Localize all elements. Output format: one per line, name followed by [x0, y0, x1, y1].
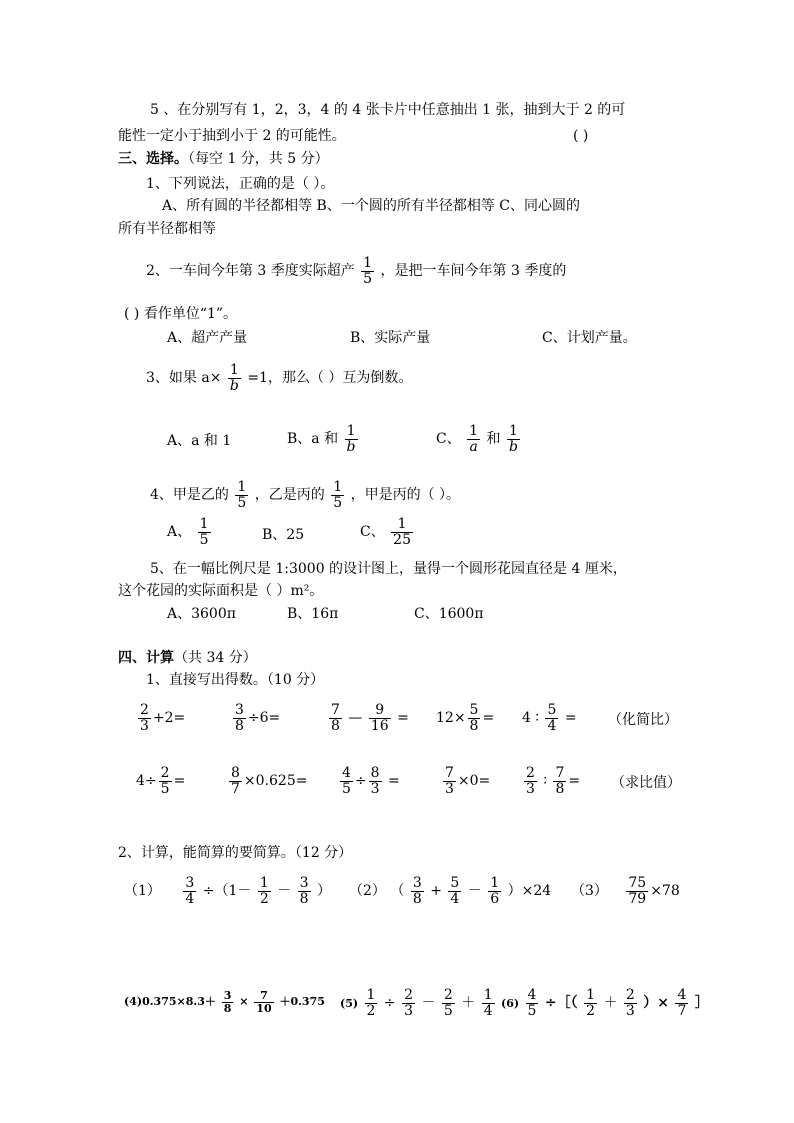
tf-q5-line2: 能性一定小于抽到小于 2 的可能性。	[118, 128, 346, 144]
calc-r2-note: （求比值）	[611, 775, 681, 791]
fraction: $\frac{75}{79}$	[628, 875, 647, 907]
choice-q2-option-b: B、实际产量	[350, 330, 431, 346]
fraction: $\frac{1}{b}$	[346, 423, 356, 455]
fraction: $\frac{5}{4}$	[547, 702, 557, 734]
fraction: $\frac{7}{3}$	[445, 765, 454, 797]
fraction: $\frac{1}{4}$	[483, 987, 493, 1019]
choice-q4-option-b: B、25	[262, 527, 305, 543]
fraction: $\frac{4}{5}$	[527, 987, 537, 1019]
calc-r2-item-e: $\frac{2}{3}$ ∶ $\frac{7}{8}$ =	[526, 765, 581, 797]
fraction: $\frac{1}{5}$	[363, 255, 373, 287]
choice-q3-stem	[146, 363, 412, 393]
fraction: $\frac{1}{b}$	[509, 423, 518, 455]
tf-q5-answer-paren: ( )	[573, 128, 589, 144]
calc-r1-item-a: $\frac{2}{3}$ +2=	[140, 702, 186, 734]
fraction: $\frac{8}{7}$	[231, 765, 240, 797]
section-4-heading	[118, 651, 257, 665]
section-3-heading	[118, 152, 329, 166]
fraction: $\frac{1}{5}$	[199, 516, 209, 548]
choice-q3-option-c: C、 $\frac{1}{a}$ 和 $\frac{1}{b}$	[436, 423, 518, 455]
choice-q3-option-a: A、a 和 1	[167, 433, 232, 449]
fraction: $\frac{1}{6}$	[490, 875, 500, 907]
choice-q5-option-b: B、16π	[287, 606, 339, 622]
fraction: $\frac{8}{3}$	[370, 765, 380, 797]
section-3-note: （每空 1 分，共 5 分）	[188, 151, 329, 167]
calc-r1-item-d: 12× $\frac{5}{8}$ =	[436, 702, 495, 734]
fraction: $\frac{3}{8}$	[223, 989, 232, 1015]
calc2-problem-4: (4)0.375×8.3＋ $\frac{3}{8}$ × $\frac{7}{10}$ ＋0.375	[124, 989, 325, 1015]
choice-q3-stem-a: 3、如果 a×	[146, 370, 222, 387]
choice-q5-option-a: A、3600π	[167, 606, 236, 622]
calc-part1-title: 1、直接写出得数。（10 分）	[146, 672, 325, 688]
fraction: $\frac{9}{16}$	[370, 702, 389, 734]
tf-q5-line1: 5 、在分别写有 1，2，3，4 的 4 张卡片中任意抽出 1 张，抽到大于 2 的可	[150, 102, 626, 118]
fraction: $\frac{2}{3}$	[526, 765, 535, 797]
choice-q3-option-b: B、a 和 $\frac{1}{b}$	[287, 423, 356, 455]
fraction: $\frac{7}{10}$	[256, 989, 272, 1015]
fraction: $\frac{1}{a}$	[469, 423, 479, 455]
calc-r1-item-c: $\frac{7}{8}$ — $\frac{9}{16}$ =	[331, 702, 409, 734]
fraction: $\frac{3}{8}$	[299, 875, 309, 907]
fraction: $\frac{2}{5}$	[160, 765, 170, 797]
section-4-title: 四、计算	[118, 650, 174, 666]
calc2-problem-5: (5) $\frac{1}{2}$ ÷ $\frac{2}{3}$ － $\frac{2}{5}$ ＋ $\frac{1}{4}$	[340, 987, 493, 1019]
fraction: $\frac{2}{3}$	[625, 987, 635, 1019]
fraction: $\frac{1}{2}$	[366, 987, 376, 1019]
choice-q4-option-c: C、 $\frac{1}{25}$	[360, 516, 411, 548]
choice-q2-option-a: A、超产产量	[167, 330, 248, 346]
choice-q1-options-line1: A、所有圆的半径都相等 B、一个圆的所有半径都相等 C、同心圆的	[162, 198, 581, 214]
choice-q2-line2: ( ) 看作单位“1”。	[124, 306, 238, 322]
calc-r1-item-e: 4 ∶ $\frac{5}{4}$ =	[522, 702, 577, 734]
fraction: $\frac{3}{8}$	[412, 875, 422, 907]
fraction: $\frac{7}{8}$	[331, 702, 340, 734]
section-3-title: 三、选择。	[118, 151, 188, 167]
calc-r2-item-d: $\frac{7}{3}$ ×0=	[445, 765, 491, 797]
choice-q2-option-c: C、计划产量。	[542, 330, 637, 346]
choice-q4-option-a: A、 $\frac{1}{5}$	[167, 516, 209, 548]
choice-q5-line2: 这个花园的实际面积是（ ）m²。	[118, 583, 324, 599]
choice-q1-options-line2: 所有半径都相等	[118, 221, 216, 237]
fraction: $\frac{5}{8}$	[469, 702, 479, 734]
fraction: $\frac{2}{5}$	[443, 987, 453, 1019]
section-4-note: （共 34 分）	[174, 650, 257, 666]
fraction: $\frac{5}{4}$	[450, 875, 460, 907]
calc-r2-item-a: 4÷ $\frac{2}{5}$ =	[136, 765, 186, 797]
fraction: $\frac{1}{25}$	[393, 516, 411, 548]
choice-q2-stem	[146, 256, 566, 286]
fraction: $\frac{1}{b}$	[229, 362, 239, 394]
fraction: $\frac{1}{2}$	[259, 875, 269, 907]
calc-r2-item-b: $\frac{8}{7}$ ×0.625=	[231, 765, 308, 797]
fraction: $\frac{3}{8}$	[235, 702, 244, 734]
calc-r1-note: （化简比）	[608, 712, 678, 728]
choice-q1-stem: 1、下列说法，正确的是（ ）。	[146, 176, 335, 192]
calc2-problem-3: （3） $\frac{75}{79}$ ×78	[571, 875, 680, 907]
calc2-problem-2: （2） （ $\frac{3}{8}$ + $\frac{5}{4}$ － $\frac{1}{6}$ ）×24	[349, 875, 552, 907]
choice-q5-line1: 5、在一幅比例尺是 1:3000 的设计图上，量得一个圆形花园直径是 4 厘米，	[150, 561, 627, 577]
fraction: $\frac{1}{2}$	[586, 987, 596, 1019]
calc-part2-title: 2、计算，能简算的要简算。（12 分）	[118, 845, 353, 861]
fraction: $\frac{2}{3}$	[404, 987, 414, 1019]
calc2-problem-1: （1） $\frac{3}{4}$ ÷（1－ $\frac{1}{2}$ － $\frac{3}{8}$ ）	[124, 875, 332, 907]
calc-r2-item-c: $\frac{4}{5}$ ÷ $\frac{8}{3}$ =	[342, 765, 400, 797]
calc2-problem-6: (6) $\frac{4}{5}$ ÷［（ $\frac{1}{2}$ ＋ $\frac{2}{3}$ ）× $\frac{4}{7}$ ］	[501, 987, 709, 1019]
fraction: $\frac{4}{5}$	[342, 765, 351, 797]
fraction: $\frac{4}{7}$	[677, 987, 687, 1019]
choice-q3-stem-b: =1，那么（ ）互为倒数。	[247, 370, 413, 387]
choice-q4-stem: 4、甲是乙的 $\frac{1}{5}$ ，乙是丙的 $\frac{1}{5}$ ，甲是丙的（ ）。	[150, 479, 461, 511]
fraction: $\frac{2}{3}$	[140, 702, 149, 734]
choice-q5-option-c: C、1600π	[414, 606, 484, 622]
fraction: $\frac{3}{4}$	[185, 875, 195, 907]
choice-q2-stem-a: 2、一车间今年第 3 季度实际超产	[146, 263, 355, 280]
choice-q2-stem-b: ，是把一车间今年第 3 季度的	[380, 263, 567, 280]
fraction: $\frac{1}{5}$	[237, 479, 247, 511]
calc-r1-item-b: $\frac{3}{8}$ ÷6=	[235, 702, 281, 734]
fraction: $\frac{1}{5}$	[333, 479, 343, 511]
fraction: $\frac{7}{8}$	[555, 765, 565, 797]
